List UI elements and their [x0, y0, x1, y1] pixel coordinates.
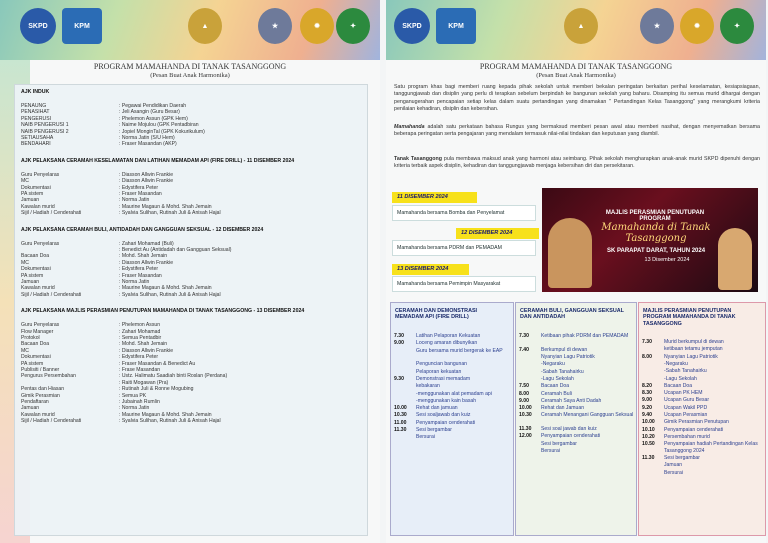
- schedule-time: 9.00: [394, 340, 404, 347]
- schedule-time: 11.30: [642, 454, 655, 461]
- schedule-activity: Rehat dan jamuan: [416, 405, 458, 412]
- schedule-activity: Penyampaian cenderahati: [541, 433, 601, 440]
- schedule-activity: kebakaran: [416, 383, 440, 390]
- poster-line-1: MAJLIS PERASMIAN PENUTUPAN PROGRAM: [605, 210, 705, 222]
- member-names: : Norma Jatin: [119, 197, 150, 204]
- member-names: : Mohd. Shah Jemain: [119, 253, 168, 260]
- tanak-paragraph: [394, 156, 760, 171]
- role-label: SETIAUSAHA: [21, 135, 54, 141]
- member-names: : Phelemon Assun: [119, 322, 161, 329]
- role-label: Guru Penyelaras: [21, 322, 60, 329]
- member-names: : Norma Jatin: [119, 405, 150, 412]
- schedule-activity: Bersurai: [541, 448, 560, 454]
- schedule-activity: -Lagu Sekolah: [541, 375, 574, 382]
- member-names: : Jubainah Rumlin: [119, 399, 160, 405]
- schedule-activity: Nyanyian Lagu Patriotik: [541, 354, 595, 360]
- left-title: PROGRAM MAMAHANDA DI TANAK TASANGGONG: [93, 62, 287, 71]
- schedule-activity: Ceramah Menangani Gangguan Seksual: [541, 412, 634, 419]
- schedule-time: 7.30: [642, 339, 652, 345]
- schedule-activity: Penyampaian hadiah Pertandingan Kelas Tasanggong 2024: [664, 441, 758, 454]
- member-names: : Norma Jatin: [119, 279, 150, 285]
- schedule-time: 10.50: [642, 441, 655, 448]
- schedule-time: 8.00: [642, 353, 652, 360]
- poster-line-2: Mamahanda di Tanak Tasanggong: [601, 222, 711, 244]
- member-names: : Benedict Au (Antidadah dan Gangguan Seksual): [119, 247, 232, 253]
- role-label: Protokol: [21, 335, 40, 341]
- state-crest-icon: ▲: [188, 8, 222, 44]
- member-names: : Zahari Mohamad: [119, 328, 161, 335]
- member-names: : Diasson Allwin Frankie: [119, 171, 174, 178]
- role-label: Guru Penyelaras: [21, 171, 60, 178]
- officer-portrait-icon: [548, 218, 592, 288]
- member-names: : Raiti Mogawan (Pra): [119, 379, 169, 386]
- member-names: : Edystifera Peter: [119, 354, 159, 361]
- role-label: PENAUNG: [21, 103, 47, 109]
- schedule-activity: Jamuan: [664, 462, 683, 469]
- section-heading: AJK PELAKSANA MAJLIS PERASMIAN PENUTUPAN MAMAHANDA DI TANAK TASANGGONG - 13 DISEMBER 2024: [21, 308, 305, 315]
- member-names: : Norma Jatin (S/U Hem): [119, 135, 175, 141]
- schedule-column-anti-drug: [515, 302, 637, 536]
- schedule-activity: -menggunakan alat pemadam api: [416, 390, 492, 397]
- schedule-activity: Ucapan PK HEM: [664, 390, 703, 397]
- poster-line-3: SK PARAPAT DARAT, TAHUN 2024: [606, 248, 706, 254]
- member-names: : Maurine Magaun & Mohd. Shah Jemain: [119, 203, 212, 210]
- schedule-time: 7.30: [519, 333, 529, 339]
- date-label-1: 11 DISEMBER 2024: [392, 192, 477, 203]
- schedule-time: 10.20: [642, 433, 655, 440]
- role-label: PENGERUSI: [21, 115, 52, 122]
- student-portrait-icon: [718, 228, 752, 290]
- role-label: Guru Penyelaras: [21, 240, 60, 247]
- bomba-crest-icon: ✹: [680, 8, 714, 44]
- schedule-activity: Guru bersama murid bergerak ke EAP: [416, 347, 503, 354]
- schedule-activity: Bersurai: [416, 434, 435, 441]
- member-names: : Edystifera Peter: [119, 266, 159, 273]
- mamahanda-text: adalah satu perkataan bahasa Rungus yang bermaksud memberi pesan awal atau memberi nasihat, dengan menyematkan bersama beberapa peringatan serta pengajaran yang mendalam termasuk nilai-nilai tindakan dan keputusan yang diambil.: [394, 124, 760, 138]
- schedule-activity: Gimik Perasmian Penutupan: [664, 419, 729, 426]
- schedule-activity: -menggunakan kain basah: [416, 397, 477, 404]
- schedule-activity: Bacaan Doa: [664, 382, 693, 389]
- schedule-column-closing: [638, 302, 766, 536]
- member-names: : Fraser Masandan & Benedict Au: [119, 360, 196, 367]
- right-title: PROGRAM MAMAHANDA DI TANAK TASANGGONG: [479, 62, 673, 71]
- role-label: Gimik Perasmian: [21, 392, 60, 399]
- schedule-time: 11.30: [394, 427, 407, 433]
- member-names: : Maurine Magaun & Mohd. Shah Jemain: [119, 285, 212, 292]
- schedule-activity: Penyampaian cenderahati: [664, 426, 724, 433]
- role-label: Pendaftaran: [21, 399, 49, 405]
- role-label: Kawalan murid: [21, 411, 55, 418]
- schedule-activity: -Negaraku: [541, 361, 565, 368]
- role-label: Kawalan murid: [21, 203, 55, 210]
- role-label: Jamuan: [21, 197, 40, 204]
- schedule-activity: Bersurai: [664, 469, 683, 476]
- member-names: : Ustz. Halimatu Saadiah binti Roslan (Perdana): [119, 373, 228, 380]
- role-label: MC: [21, 259, 29, 266]
- schedule-activity: Penyampaian cenderahati: [416, 419, 476, 426]
- date-label-3: 13 DISEMBER 2024: [392, 264, 469, 275]
- schedule-time: 11.00: [394, 419, 407, 426]
- mamahanda-paragraph: [394, 124, 760, 139]
- schedule-activity: Berkumpul di dewan: [541, 346, 588, 353]
- schedule-time: 10.00: [519, 405, 532, 412]
- schedule-time: 10.30: [519, 412, 532, 419]
- left-page: [0, 0, 380, 543]
- member-names: : Frase Masandan: [119, 367, 161, 373]
- role-label: PA sistem: [21, 272, 44, 279]
- member-names: : Fraser Masandan (AKP): [119, 141, 177, 148]
- member-names: : Edystifera Peter: [119, 184, 159, 191]
- role-label: Sijil / Hadiah / Cenderahati: [21, 210, 82, 217]
- schedule-activity: Persembahan murid: [664, 433, 710, 440]
- schedule-activity: -Negaraku: [664, 360, 688, 367]
- schedule-time: 10.10: [642, 426, 655, 433]
- schedule-activity: Ceramah Buli: [541, 390, 572, 397]
- schedule-activity: Bacaan Doa: [541, 383, 570, 390]
- closing-ceremony-poster: [542, 188, 758, 292]
- member-names: : Diasson Allwin Frankie: [119, 259, 174, 266]
- role-label: Sijil / Hadiah / Cenderahati: [21, 291, 82, 298]
- date-label-2: 12 DISEMBER 2024: [456, 228, 539, 239]
- role-label: Dokumentasi: [21, 266, 51, 273]
- event-3: Mamahanda bersama Pemimpin Masyarakat: [392, 276, 536, 292]
- role-label: PA sistem: [21, 360, 44, 367]
- schedule-activity: Sesi bergambar: [416, 427, 452, 433]
- role-label: BENDAHARI: [21, 141, 51, 148]
- state-crest-icon: ▲: [564, 8, 598, 44]
- schedule-heading: CERAMAH BULI, GANGGUAN SEKSUAL DAN ANTIDADAH: [520, 308, 624, 321]
- role-label: Publisiti / Banner: [21, 367, 60, 373]
- schedule-activity: Sesi bergambar: [664, 454, 700, 461]
- member-names: : Syalvia Sulihan, Rutinah Juli & Anisah Hajal: [119, 418, 221, 425]
- member-names: : Diasson Allwin Frankie: [119, 178, 174, 185]
- pemadam-crest-icon: ✦: [336, 8, 370, 44]
- schedule-activity: Demonstrasi memadam: [416, 375, 471, 382]
- role-label: Jamuan: [21, 405, 40, 412]
- schedule-activity: Ceramah Saya Anti Dadah: [541, 397, 602, 404]
- member-names: : Syalvia Sulihan, Rutinah Juli & Anisah Hajal: [119, 291, 221, 298]
- schedule-time: 12.00: [519, 433, 532, 440]
- member-names: : Syalvia Sulihan, Rutinah Juli & Anisah Hajal: [119, 210, 221, 217]
- school-logo-icon: SKPD: [20, 8, 56, 44]
- poster-line-4: 13 Disember 2024: [644, 257, 690, 263]
- schedule-activity: Murid berkumpul di dewan: [664, 339, 724, 345]
- role-label: PA sistem: [21, 191, 44, 197]
- role-label: NAIB PENGERUSI 2: [21, 128, 69, 135]
- schedule-time: 7.30: [394, 333, 404, 339]
- schedule-activity: Ucapan Guru Besar: [664, 397, 710, 404]
- schedule-activity: ketibaan tetamu jemputan: [664, 346, 723, 353]
- section-heading: AJK PELAKSANA CERAMAH KESELAMATAN DAN LATIHAN MEMADAM API (FIRE DRILL) - 11 DISEMBER 2024: [21, 157, 295, 164]
- schedule-activity: Pelaporan kekuatan: [416, 368, 462, 375]
- role-label: Dokumentasi: [21, 354, 51, 361]
- member-names: : Jeli Asangin (Guru Besar): [119, 109, 180, 116]
- schedule-activity: Nyanyian Lagu Patriotik: [664, 353, 718, 360]
- role-label: Pengurus Persembahan: [21, 373, 76, 380]
- kpm-logo-icon: KPM: [436, 8, 476, 44]
- role-label: PENASIHAT: [21, 109, 50, 116]
- left-subtitle: (Pesan Buat Anak Harmonika): [150, 72, 230, 79]
- schedule-activity: Penguncian bangunan: [416, 361, 467, 368]
- right-page: [386, 0, 766, 543]
- schedule-time: 8.20: [642, 382, 652, 389]
- member-names: : Semua PK: [119, 392, 147, 399]
- intro-paragraph: Satu program khas bagi memberi ruang kepada pihak sekolah untuk memberi bekalan peringatan berkaitan perihal keselamatan, kesiapsiagaan, tanggungjawab dan disiplin yang perlu di terapkan sebelum berpindah ke bangunan sekolah yang baharu. Disamping itu semua murid dihargai dengan penganugerahan pencapaian setiap kelas dalam suatu pertandingan yang dinamakan " Pertandingan Kelas Tasanggong" yang merangkumi kriteria penilaian kehadiran, disiplin dan kebersihan.: [394, 84, 760, 113]
- schedule-activity: -Sabah Tanahairku: [541, 368, 584, 375]
- member-names: : Fraser Masandan: [119, 272, 162, 279]
- member-names: : Diasson Allwin Frankie: [119, 347, 174, 354]
- role-label: Jamuan: [21, 279, 40, 285]
- member-names: : Pegawai Pendidikan Daerah: [119, 103, 187, 109]
- section-heading: AJK PELAKSANA CERAMAH BULI, ANTIDADAH DAN GANGGUAN SEKSUAL - 12 DISEMBER 2024: [21, 226, 264, 233]
- police-crest-icon: ★: [640, 8, 674, 44]
- schedule-time: 9.00: [642, 397, 652, 404]
- tanak-term: Tanak Tasanggong: [394, 156, 442, 162]
- schedule-time: 11.30: [519, 426, 532, 433]
- schedule-activity: Sesi soaljawab dan kuiz: [416, 412, 471, 419]
- role-label: Sijil / Hadiah / Cenderahati: [21, 418, 82, 425]
- bomba-crest-icon: ✹: [300, 8, 334, 44]
- schedule-time: 7.50: [519, 383, 529, 390]
- pemadam-crest-icon: ✦: [720, 8, 754, 44]
- member-names: : Semua Pentadbir: [119, 335, 162, 341]
- role-label: Pentas dan Hiasan: [21, 386, 65, 393]
- schedule-activity: Ketibaan pihak PDRM dan PEMADAM: [541, 333, 629, 339]
- police-crest-icon: ★: [258, 8, 292, 44]
- schedule-activity: Sesi soal jawab dan kuiz: [541, 426, 597, 433]
- member-names: : Phelemon Assun (GPK Hem): [119, 115, 188, 122]
- kpm-logo-icon: KPM: [62, 8, 102, 44]
- schedule-time: 9.40: [642, 412, 652, 418]
- event-2: Mamahanda bersama PDRM dan PEMADAM: [392, 240, 536, 256]
- member-names: : Maurine Magaun & Mohd. Shah Jemain: [119, 411, 212, 418]
- member-names: : Naime Mojulou (GPK Pentadbiran: [119, 122, 199, 129]
- schedule-activity: Latihan Pelaporan Kekuatan: [416, 333, 481, 339]
- role-label: Kawalan murid: [21, 285, 55, 292]
- committee-list: [14, 84, 368, 536]
- schedule-activity: -Lagu Sekolah: [664, 375, 697, 382]
- schedule-heading: CERAMAH DAN DEMONSTRASI MEMADAM API (FIRE DRILL): [395, 308, 478, 321]
- school-logo-icon: SKPD: [394, 8, 430, 44]
- schedule-time: 7.40: [519, 346, 529, 353]
- role-label: Bacaan Doa: [21, 341, 50, 348]
- role-label: Dokumentasi: [21, 184, 51, 191]
- role-label: MC: [21, 178, 29, 185]
- member-names: : Fraser Masandan: [119, 191, 162, 197]
- schedule-time: 10.00: [642, 419, 655, 426]
- schedule-activity: -Sabah Tanahairku: [664, 368, 707, 375]
- schedule-activity: Rehat dan Jamuan: [541, 405, 585, 412]
- schedule-activity: Sesi bergambar: [541, 440, 577, 447]
- schedule-time: 9.00: [519, 397, 529, 404]
- role-label: Flow Manager: [21, 328, 54, 335]
- schedule-activity: Loceng amaran dibunyikan: [416, 340, 478, 347]
- role-label: NAIB PENGERUSI 1: [21, 122, 69, 129]
- schedule-time: 10.00: [394, 405, 407, 412]
- schedule-time: 10.30: [394, 412, 407, 419]
- role-label: MC: [21, 347, 29, 354]
- tanak-text: pula membawa maksud anak yang harmoni atau seimbang. Pihak sekolah mengharapkan anak-anak murid SKPD dipenuhi dengan kriteria terbaik aspek disiplin, kehadiran dan tanggungjawab menjaga kebersihan diri dan persekitaran.: [394, 156, 760, 170]
- schedule-time: 8.00: [519, 390, 529, 397]
- section-heading: AJK INDUK: [21, 89, 50, 95]
- mamahanda-term: Mamahanda: [394, 124, 425, 130]
- schedule-heading: MAJLIS PERASMIAN PENUTUPAN PROGRAM MAMAHANDA DI TANAK TASANGGONG: [643, 308, 736, 327]
- schedule-time: 9.30: [394, 375, 404, 382]
- schedule-time: 8.30: [642, 390, 652, 397]
- schedule-activity: Ucapan Perasmian: [664, 412, 708, 418]
- role-label: Bacaan Doa: [21, 253, 50, 260]
- right-subtitle: (Pesan Buat Anak Harmonika): [536, 72, 616, 79]
- member-names: : Jopiel MonginTal (GPK Kokurikulum): [119, 128, 205, 135]
- schedule-activity: Ucapan Wakil PPD: [664, 404, 708, 411]
- member-names: : Mohd. Shah Jemain: [119, 341, 168, 348]
- member-names: : Zahari Mohamad (Buli): [119, 240, 174, 247]
- event-1: Mamahanda bersama Bomba dan Penyelamat: [392, 205, 536, 221]
- schedule-time: 9.20: [642, 404, 652, 411]
- schedule-column-fire-drill: [390, 302, 514, 536]
- member-names: : Rutinah Juli & Ronne Mogubing: [119, 386, 194, 393]
